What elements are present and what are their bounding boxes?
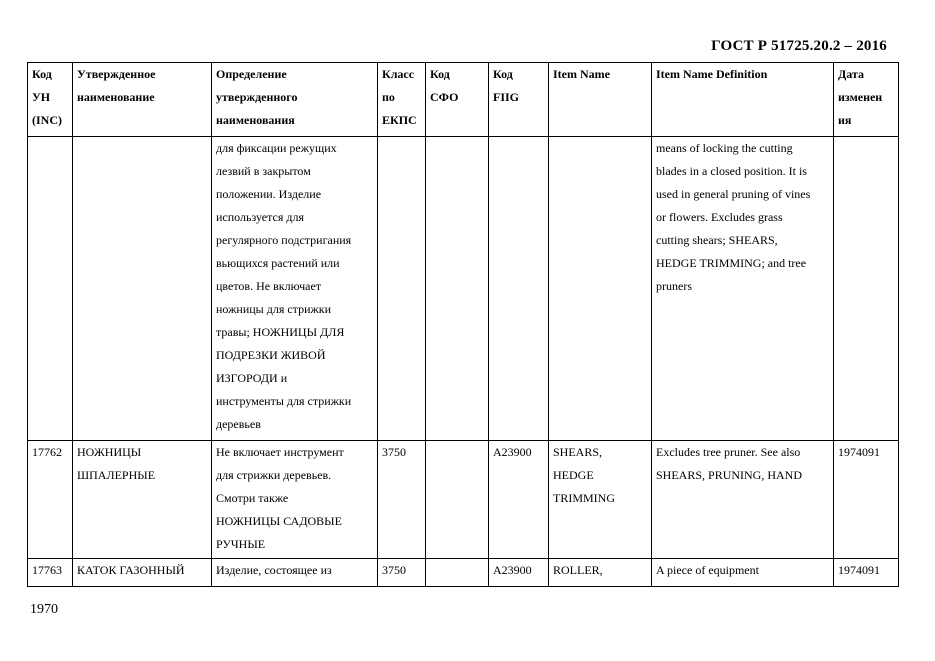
header-line: Item Name <box>553 67 610 81</box>
header-line: Класс <box>382 67 415 81</box>
cell-line: 17762 <box>32 445 62 459</box>
col-header-fiig <box>489 63 549 137</box>
cell-line: для стрижки деревьев. <box>216 468 332 482</box>
cell-definition-en <box>652 441 834 559</box>
cell-fiig <box>489 137 549 441</box>
col-header-date <box>834 63 899 137</box>
cell-name-ru <box>73 559 212 587</box>
cell-date <box>834 441 899 559</box>
cell-line: ножницы для стрижки <box>216 302 332 316</box>
cell-definition-ru <box>212 441 378 559</box>
cell-line: SHEARS, PRUNING, HAND <box>656 468 803 482</box>
header-row <box>28 63 899 137</box>
table-row-continued <box>28 137 899 441</box>
cell-definition-en <box>652 137 834 441</box>
cell-item-name <box>549 441 652 559</box>
header-line: Определение <box>216 67 287 81</box>
cell-line: РУЧНЫЕ <box>216 537 266 551</box>
header-line: УН <box>32 90 51 104</box>
cell-line: 1974091 <box>838 445 880 459</box>
cell-line: blades in a closed position. It is <box>656 164 807 178</box>
cell-line: деревьев <box>216 417 261 431</box>
standard-designation: ГОСТ Р 51725.20.2 – 2016 <box>711 38 887 54</box>
header-line: Утвержденное <box>77 67 156 81</box>
cell-line: used in general pruning of vines <box>656 187 811 201</box>
cell-line: используется для <box>216 210 304 224</box>
header-line: СФО <box>430 90 459 104</box>
header-line: (INC) <box>32 113 62 127</box>
cell-name-ru <box>73 137 212 441</box>
cell-line: SHEARS, <box>553 445 603 459</box>
cell-line: 1974091 <box>838 563 880 577</box>
cell-line: or flowers. Excludes grass <box>656 210 783 224</box>
header-line: наименования <box>216 113 295 127</box>
cell-item-name <box>549 559 652 587</box>
cell-sfo <box>426 137 489 441</box>
header-line: ЕКПС <box>382 113 417 127</box>
cell-class <box>378 137 426 441</box>
cell-line: для фиксации режущих <box>216 141 337 155</box>
cell-line: A piece of equipment <box>656 563 759 577</box>
cell-line: ROLLER, <box>553 563 603 577</box>
cell-date <box>834 559 899 587</box>
cell-line: лезвий в закрытом <box>216 164 311 178</box>
cell-fiig <box>489 559 549 587</box>
header-line: Код <box>430 67 450 81</box>
header-line: утвержденного <box>216 90 298 104</box>
cell-line: ИЗГОРОДИ и <box>216 371 288 385</box>
cell-line: 17763 <box>32 563 62 577</box>
header-line: FIIG <box>493 90 520 104</box>
cell-line: Не включает инструмент <box>216 445 344 459</box>
cell-line: means of locking the cutting <box>656 141 793 155</box>
cell-line: положении. Изделие <box>216 187 322 201</box>
cell-inc <box>28 559 73 587</box>
cell-line: ШПАЛЕРНЫЕ <box>77 468 156 482</box>
col-header-definition-ru <box>212 63 378 137</box>
cell-line: Изделие, состоящее из <box>216 563 332 577</box>
table-row-17762 <box>28 441 899 559</box>
cell-inc <box>28 137 73 441</box>
cell-line: инструменты для стрижки <box>216 394 352 408</box>
cell-line: цветов. Не включает <box>216 279 322 293</box>
cell-line: НОЖНИЦЫ САДОВЫЕ <box>216 514 342 528</box>
header-line: ия <box>838 113 852 127</box>
cell-item-name <box>549 137 652 441</box>
table-row-17763 <box>28 559 899 587</box>
cell-definition-ru <box>212 559 378 587</box>
cell-line: ПОДРЕЗКИ ЖИВОЙ <box>216 348 326 362</box>
cell-line: КАТОК ГАЗОННЫЙ <box>77 563 185 577</box>
col-header-inc <box>28 63 73 137</box>
header-line: Код <box>493 67 513 81</box>
cell-line: травы; НОЖНИЦЫ ДЛЯ <box>216 325 345 339</box>
cell-class <box>378 559 426 587</box>
header-line: Дата <box>838 67 864 81</box>
cell-definition-en <box>652 559 834 587</box>
cell-line: вьющихся растений или <box>216 256 340 270</box>
header-line: по <box>382 90 395 104</box>
cell-class <box>378 441 426 559</box>
col-header-item-name <box>549 63 652 137</box>
cell-line: НОЖНИЦЫ <box>77 445 142 459</box>
header-line: наименование <box>77 90 155 104</box>
cell-line: 3750 <box>382 563 406 577</box>
page-number: 1970 <box>30 602 58 617</box>
cell-definition-ru <box>212 137 378 441</box>
cell-date <box>834 137 899 441</box>
header-line: изменен <box>838 90 883 104</box>
cell-line: pruners <box>656 279 692 293</box>
cell-line: cutting shears; SHEARS, <box>656 233 778 247</box>
cell-line: Смотри также <box>216 491 289 505</box>
cell-line: HEDGE <box>553 468 594 482</box>
cell-line: A23900 <box>493 563 532 577</box>
cell-sfo <box>426 559 489 587</box>
cell-name-ru <box>73 441 212 559</box>
cell-line: TRIMMING <box>553 491 615 505</box>
cell-line: регулярного подстригания <box>216 233 352 247</box>
cell-line: HEDGE TRIMMING; and tree <box>656 256 807 270</box>
cell-line: Excludes tree pruner. See also <box>656 445 801 459</box>
header-line: Item Name Definition <box>656 67 768 81</box>
col-header-definition-en <box>652 63 834 137</box>
cell-fiig <box>489 441 549 559</box>
col-header-sfo <box>426 63 489 137</box>
cell-line: 3750 <box>382 445 406 459</box>
header-line: Код <box>32 67 52 81</box>
cell-line: A23900 <box>493 445 532 459</box>
col-header-name-ru <box>73 63 212 137</box>
cell-sfo <box>426 441 489 559</box>
inc-table <box>27 62 899 587</box>
cell-inc <box>28 441 73 559</box>
col-header-class <box>378 63 426 137</box>
